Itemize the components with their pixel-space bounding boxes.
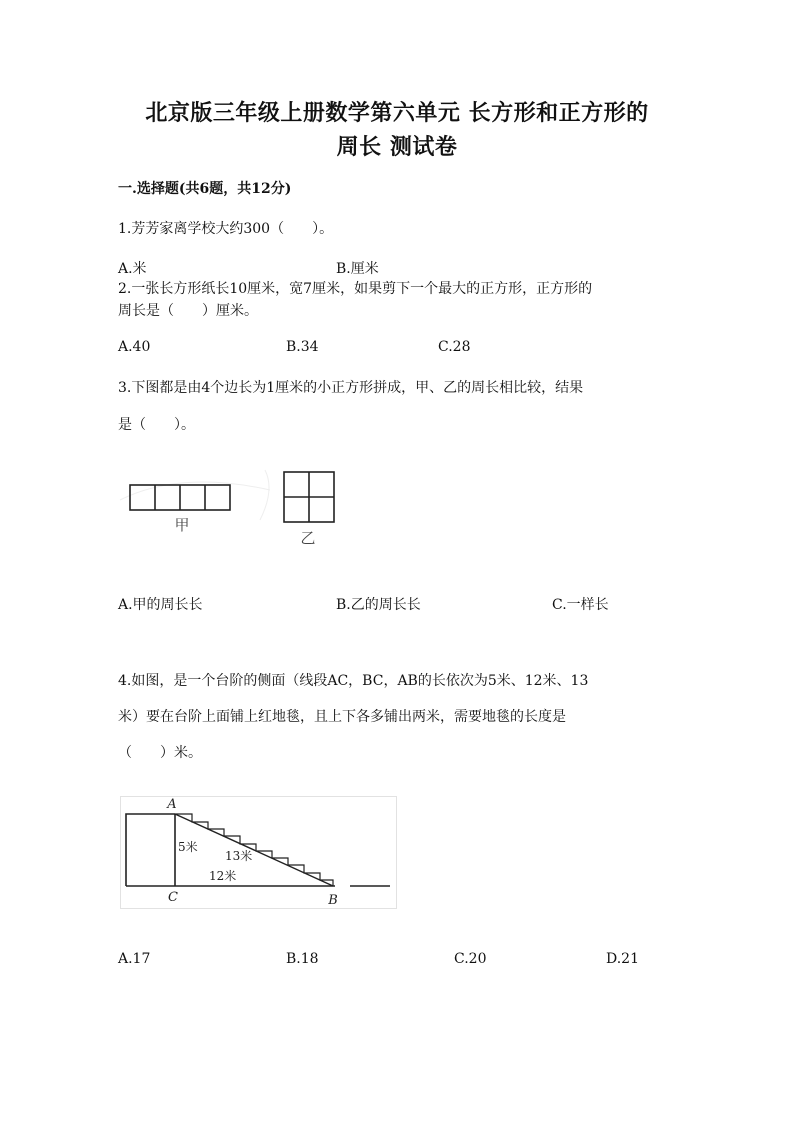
question-2-line2: 周长是（ ）厘米。 bbox=[118, 303, 258, 319]
question-2-option-b: B.34 bbox=[286, 339, 319, 355]
question-3-option-a: A.甲的周长长 bbox=[118, 597, 203, 613]
figure-label-point-a: A bbox=[167, 797, 177, 812]
question-1-text: 1.芳芳家离学校大约300（ ）。 bbox=[118, 221, 334, 237]
figure-label-jia: 甲 bbox=[174, 516, 190, 534]
figure-label-point-b: B bbox=[328, 893, 338, 908]
figure-label-bc-length: 12米 bbox=[209, 869, 237, 883]
question-3-option-b: B.乙的周长长 bbox=[336, 597, 421, 613]
question-4-staircase-figure bbox=[120, 796, 400, 911]
question-4-line3: （ ）米。 bbox=[118, 745, 202, 761]
question-2-line1: 2.一张长方形纸长10厘米，宽7厘米，如果剪下一个最大的正方形，正方形的 bbox=[118, 281, 593, 297]
question-4-option-d: D.21 bbox=[606, 951, 639, 967]
question-1-option-a: A.米 bbox=[118, 261, 147, 277]
section-heading: 一.选择题(共6题，共12分) bbox=[118, 181, 292, 197]
page-title-line2: 周长 测试卷 bbox=[336, 134, 458, 160]
question-3-figure bbox=[110, 460, 370, 560]
question-2-option-a: A.40 bbox=[118, 339, 151, 355]
question-4-option-a: A.17 bbox=[118, 951, 151, 967]
question-4-line2: 米）要在台阶上面铺上红地毯，且上下各多铺出两米，需要地毯的长度是 bbox=[118, 709, 566, 725]
question-4-option-c: C.20 bbox=[454, 951, 487, 967]
figure-label-ab-length: 13米 bbox=[225, 849, 253, 863]
question-4-line1: 4.如图，是一个台阶的侧面（线段AC，BC，AB的长依次为5米、12米、13 bbox=[118, 673, 589, 689]
question-1-option-b: B.厘米 bbox=[336, 261, 379, 277]
figure-label-ac-length: 5米 bbox=[178, 840, 198, 854]
question-4-option-b: B.18 bbox=[286, 951, 319, 967]
question-3-line2: 是（ ）。 bbox=[118, 417, 195, 433]
figure-yi-square bbox=[284, 472, 334, 522]
question-3-line1: 3.下图都是由4个边长为1厘米的小正方形拼成，甲、乙的周长相比较，结果 bbox=[118, 380, 584, 396]
figure-jia-row bbox=[130, 485, 230, 510]
figure-label-yi: 乙 bbox=[300, 529, 316, 547]
page-title: 北京版三年级上册数学第六单元 长方形和正方形的 bbox=[145, 100, 649, 126]
question-3-option-c: C.一样长 bbox=[552, 597, 609, 613]
figure-label-point-c: C bbox=[168, 890, 178, 905]
question-2-option-c: C.28 bbox=[438, 339, 471, 355]
